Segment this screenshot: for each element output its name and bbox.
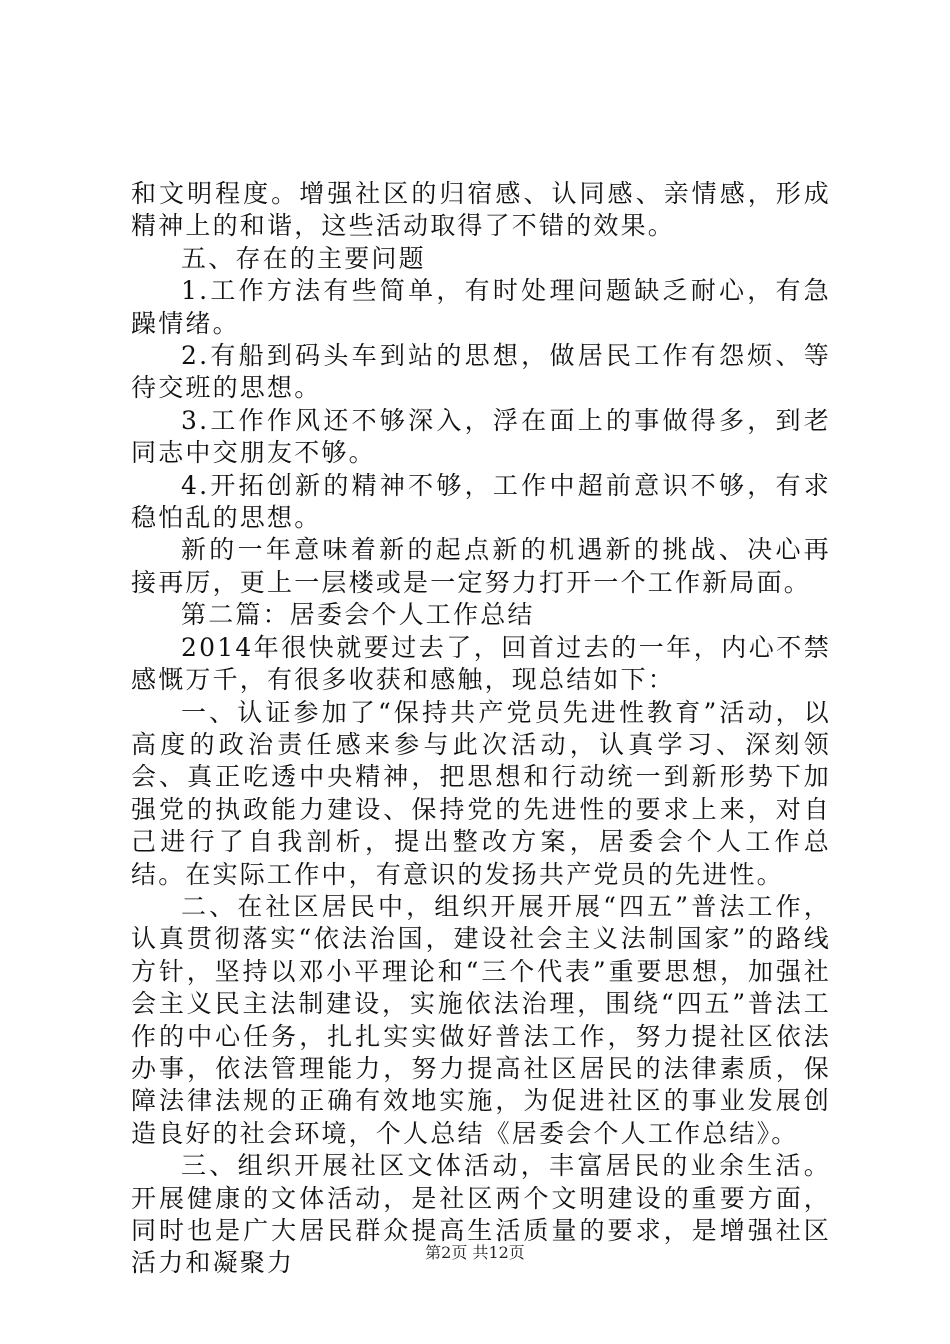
list-item-problem-3: 3.工作作风还不够深入，浮在面上的事做得多，到老同志中交朋友不够。 [131,405,831,468]
document-body [131,178,831,1280]
list-item-problem-4: 4.开拓创新的精神不够，工作中超前意识不够，有求稳怕乱的思想。 [131,470,831,533]
page-number: 第2页 共12页 [425,1243,525,1262]
paragraph-new-year: 新的一年意味着新的起点新的机遇新的挑战、决心再接再厉，更上一层楼或是一定努力打开一个工作新局面。 [131,535,831,597]
list-item-problem-2: 2.有船到码头车到站的思想，做居民工作有怨烦、等待交班的思想。 [131,341,831,403]
paragraph-point-1: 一、认证参加了“保持共产党员先进性教育”活动，以高度的政治责任感来参与此次活动，认真学习、深刻领会、真正吃透中央精神，把思想和行动统一到新形势下加强党的执政能力建设、保持党的先进性的要求上来，对自己进行了自我剖析，提出整改方案，居委会个人工作总结。在实际工作中，有意识的发扬共产党员的先进性。 [131,697,831,889]
paragraph-point-3: 三、组织开展社区文体活动，丰富居民的业余生活。开展健康的文体活动，是社区两个文明建设的重要方面，同时也是广大居民群众提高生活质量的要求，是增强社区活力和凝聚力 [131,1151,831,1278]
section-heading-part-two: 第二篇：居委会个人工作总结 [181,600,535,630]
paragraph-point-2: 二、在社区居民中，组织开展开展“四五”普法工作，认真贯彻落实“依法治国，建设社会主义法制国家”的路线方针，坚持以邓小平理论和“三个代表”重要思想，加强社会主义民主法制建设，实施依法治理，围绕“四五”普法工作的中心任务，扎扎实实做好普法工作，努力提社区依法办事，依法管理能力，努力提高社区居民的法律素质，保障法律法规的正确有效地实施，为促进社区的事业发展创造良好的社会环境，个人总结《居委会个人工作总结》。 [131,891,831,1148]
list-item-problem-1: 1.工作方法有些简单，有时处理问题缺乏耐心，有急躁情绪。 [131,276,831,338]
section-heading-problems: 五、存在的主要问题 [181,243,426,273]
paragraph-intro-2014: 2014年很快就要过去了，回首过去的一年，内心不禁感慨万千，有很多收获和感触，现总结如下： [131,632,831,695]
paragraph-continuation: 和文明程度。增强社区的归宿感、认同感、亲情感，形成精神上的和谐，这些活动取得了不错的效果。 [131,179,831,241]
